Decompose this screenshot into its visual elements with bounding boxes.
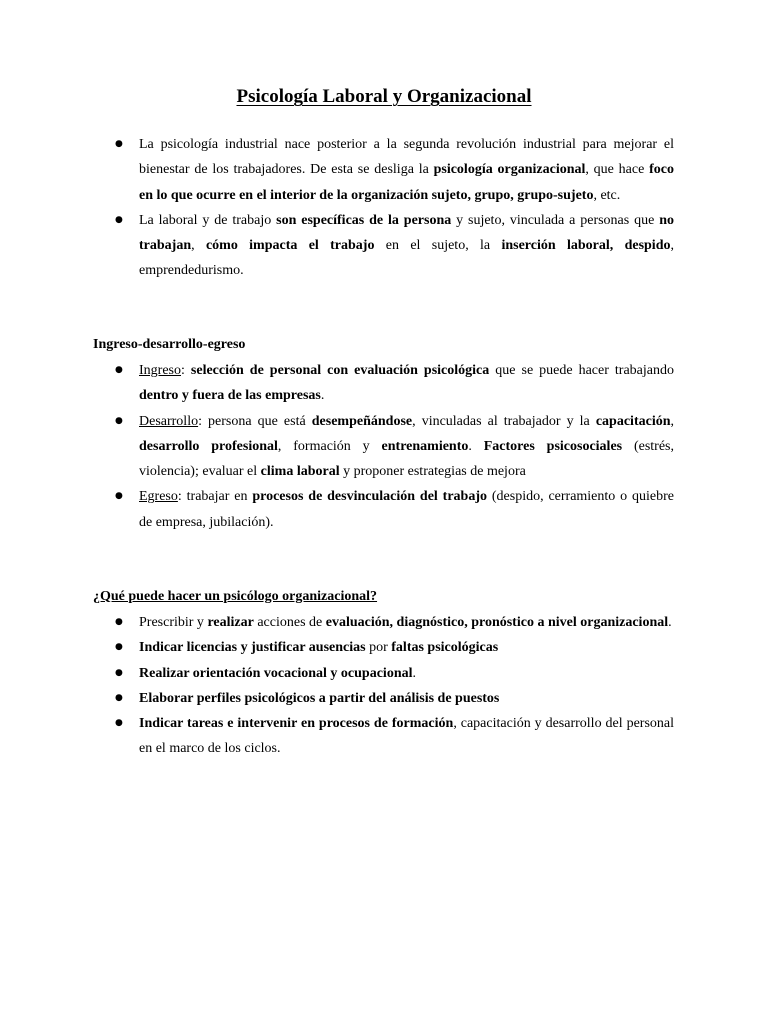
text-run: . — [320, 388, 325, 404]
section-heading-ciclo: Ingreso-desarrollo-egreso — [93, 337, 246, 352]
bold-text: evaluación, diagnóstico, pronóstico a nivel organizacional — [325, 615, 669, 630]
psicologo-item — [0, 661, 674, 686]
bold-text: desarrollo profesional — [139, 438, 278, 454]
text-run: Prescribir y — [139, 615, 208, 630]
text-run: y sujeto, vinculada a personas que — [451, 212, 660, 228]
bold-text: Indicar licencias y justificar ausencias — [139, 640, 366, 656]
text-run: por — [365, 640, 392, 656]
text-run: : — [181, 363, 191, 378]
section-heading-psicologo: ¿Qué puede hacer un psicólogo organizacional? — [93, 589, 378, 604]
text-run: . — [668, 615, 672, 630]
text-run: (estrés, violencia); evaluar el — [139, 438, 675, 480]
bold-text: procesos de desvinculación del trabajo — [252, 489, 487, 505]
text-run: y proponer estrategias de mejora — [339, 464, 526, 480]
text-run: acciones de — [253, 615, 326, 630]
bold-text: psicología organizacional — [433, 162, 586, 178]
bold-text: clima laboral — [260, 464, 340, 480]
page-title: Psicología Laboral y Organizacional — [236, 86, 532, 107]
text-run: , que hace — [585, 162, 650, 178]
bold-text: capacitación — [595, 413, 671, 429]
text-run: : trabajar en — [177, 489, 253, 505]
text-run: , capacitación y desarrollo del personal en el marco de los ciclos. — [139, 716, 674, 757]
text-run: que se puede hacer trabajando — [489, 363, 674, 378]
bold-text: inserción laboral, despido — [501, 238, 671, 254]
bold-text: Indicar tareas e intervenir en procesos de formación — [139, 716, 454, 732]
psicologo-item — [0, 635, 674, 660]
bold-text: faltas psicológicas — [391, 640, 499, 656]
underlined-text: Egreso — [139, 489, 178, 505]
bold-text: no trabajan — [139, 212, 674, 254]
text-run: , — [670, 413, 674, 429]
underlined-text: Desarrollo — [139, 413, 199, 429]
text-run: . — [468, 438, 484, 454]
psicologo-item — [0, 686, 674, 711]
text-run: , formación y — [277, 438, 382, 454]
intro-item — [0, 132, 674, 208]
bold-text: entrenamiento — [381, 438, 469, 454]
bold-text: cómo impacta el trabajo — [205, 238, 375, 254]
ciclo-item — [0, 409, 674, 485]
bold-text: Factores psicosociales — [483, 438, 623, 454]
bold-text: Elaborar perfiles psicológicos a partir del análisis de puestos — [139, 690, 500, 706]
underlined-text: Ingreso — [139, 363, 181, 378]
psicologo-item — [0, 610, 674, 635]
bold-text: selección de personal con evaluación psicológica — [190, 363, 490, 378]
ciclo-item — [0, 484, 674, 535]
bold-text: foco en lo que ocurre en el interior de la organización sujeto, grupo, grupo-sujeto — [139, 162, 674, 203]
text-run: , etc. — [593, 187, 621, 203]
ciclo-list — [0, 358, 674, 535]
intro-item — [0, 208, 674, 284]
text-run: , vinculadas al trabajador y la — [412, 413, 596, 429]
text-run: . — [412, 665, 416, 681]
text-run: en el sujeto, la — [374, 238, 502, 254]
bold-text: Realizar orientación vocacional y ocupacional — [139, 665, 413, 681]
bold-text: realizar — [207, 615, 254, 630]
psicologo-item — [0, 711, 674, 762]
text-run: : persona que está — [198, 413, 312, 429]
text-run: (despido, cerramiento o quiebre de empresa, jubilación). — [139, 489, 674, 530]
intro-list — [0, 132, 674, 284]
text-run: La laboral y de trabajo — [139, 212, 277, 228]
text-run: , emprendedurismo. — [139, 238, 674, 279]
bold-text: desempeñándose — [311, 413, 413, 429]
psicologo-list — [0, 610, 674, 762]
bold-text: dentro y fuera de las empresas — [139, 388, 321, 404]
text-run: , — [191, 238, 206, 254]
text-run: La psicología industrial nace posterior a la segunda revolución industrial para mejorar el bienestar de los trabajadores. De esta se desliga la — [139, 137, 674, 178]
bold-text: son específicas de la persona — [276, 212, 452, 228]
ciclo-item — [0, 358, 674, 409]
